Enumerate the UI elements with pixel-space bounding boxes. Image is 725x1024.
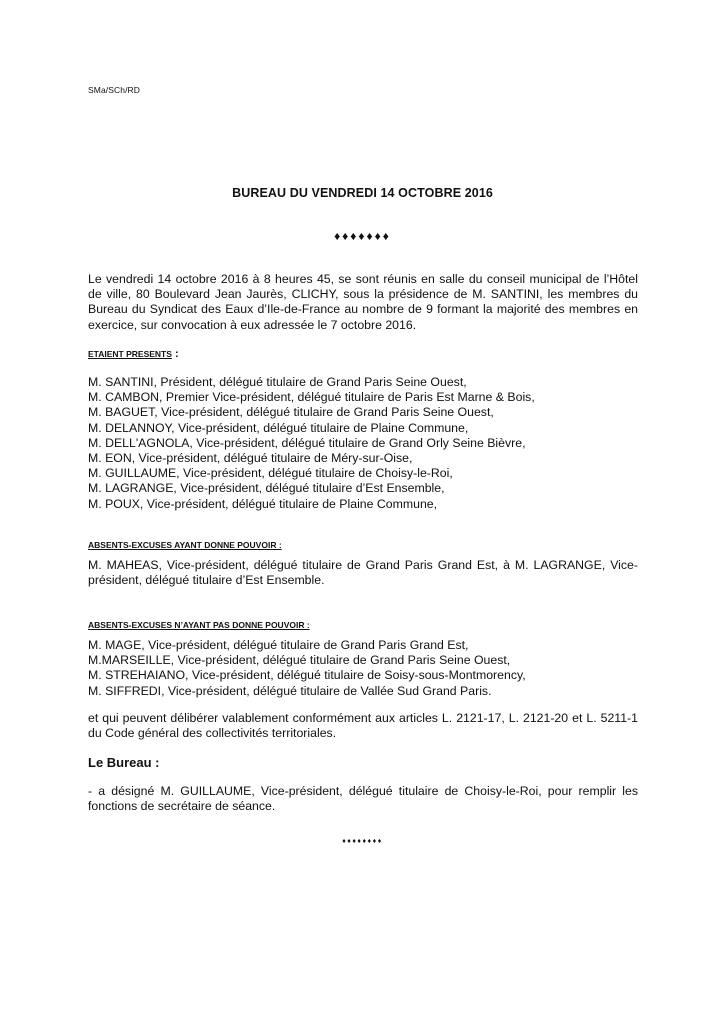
presents-heading <box>88 348 179 360</box>
separator-top: ♦♦♦♦♦♦♦ <box>334 229 391 243</box>
absents-pouvoir-heading-label: ABSENTS-EXCUSES AYANT DONNE POUVOIR : <box>88 540 282 550</box>
list-item: M. BAGUET, Vice-président, délégué titulaire de Grand Paris Seine Ouest, <box>88 405 494 420</box>
absents-sans-pouvoir-heading-label: ABSENTS-EXCUSES N’AYANT PAS DONNE POUVOIR : <box>88 620 310 630</box>
list-item: M. GUILLAUME, Vice-président, délégué titulaire de Choisy-le-Roi, <box>88 466 453 481</box>
document-title: BUREAU DU VENDREDI 14 OCTOBRE 2016 <box>232 186 493 200</box>
intro-paragraph: Le vendredi 14 octobre 2016 à 8 heures 45, se sont réunis en salle du conseil municipal de l’Hôtel de ville, 80 Boulevard Jean Jaurès, CLICHY, sous la présidence de M. SANTINI, les membres du Bureau du Syndicat des Eaux d’Ile-de-France au nombre de 9 formant la majorité des membres en exercice, sur convocation à eux adressée le 7 octobre 2016. <box>88 272 638 332</box>
list-item: M. CAMBON, Premier Vice-président, délégué titulaire de Paris Est Marne & Bois, <box>88 390 535 405</box>
absents-pouvoir-text: M. MAHEAS, Vice-président, délégué titulaire de Grand Paris Grand Est, à M. LAGRANGE, Vice-président, délégué titulaire d’Est Ensemble. <box>88 558 638 588</box>
absents-sans-pouvoir-heading <box>88 620 310 630</box>
list-item: M. DELANNOY, Vice-président, délégué titulaire de Plaine Commune, <box>88 420 469 435</box>
list-item: M. DELL'AGNOLA, Vice-président, délégué titulaire de Grand Orly Seine Bièvre, <box>88 435 526 450</box>
closing-paragraph: et qui peuvent délibérer valablement conformément aux articles L. 2121-17, L. 2121-20 et L. 5211-1 du Code général des collectivités territoriales. <box>88 711 638 741</box>
presents-heading-colon: : <box>171 348 179 360</box>
reference-code: SMa/SCh/RD <box>88 85 141 95</box>
separator-bottom: ♦♦♦♦♦♦♦♦ <box>342 838 383 845</box>
list-item: M. LAGRANGE, Vice-président, délégué titulaire d’Est Ensemble, <box>88 481 445 496</box>
list-item: M. EON, Vice-président, délégué titulaire de Méry-sur-Oise, <box>88 451 413 466</box>
presents-heading-label: ETAIENT PRESENTS <box>88 349 172 359</box>
presents-list <box>88 375 648 512</box>
absents-pouvoir-heading <box>88 540 282 550</box>
list-item: M.MARSEILLE, Vice-président, délégué titulaire de Grand Paris Seine Ouest, <box>88 653 511 668</box>
list-item: M. SIFFREDI, Vice-président, délégué titulaire de Vallée Sud Grand Paris. <box>88 683 492 698</box>
bureau-heading: Le Bureau : <box>88 755 160 770</box>
list-item: M. STREHAIANO, Vice-président, délégué titulaire de Soisy-sous-Montmorency, <box>88 668 526 683</box>
list-item: M. MAGE, Vice-président, délégué titulaire de Grand Paris Grand Est, <box>88 638 469 652</box>
absents-sans-pouvoir-list <box>88 638 648 699</box>
list-item: M. SANTINI, Président, délégué titulaire de Grand Paris Seine Ouest, <box>88 375 467 389</box>
list-item: M. POUX, Vice-président, délégué titulaire de Plaine Commune, <box>88 496 438 511</box>
designation-paragraph: - a désigné M. GUILLAUME, Vice-président, délégué titulaire de Choisy-le-Roi, pour remplir les fonctions de secrétaire de séance. <box>88 784 638 814</box>
